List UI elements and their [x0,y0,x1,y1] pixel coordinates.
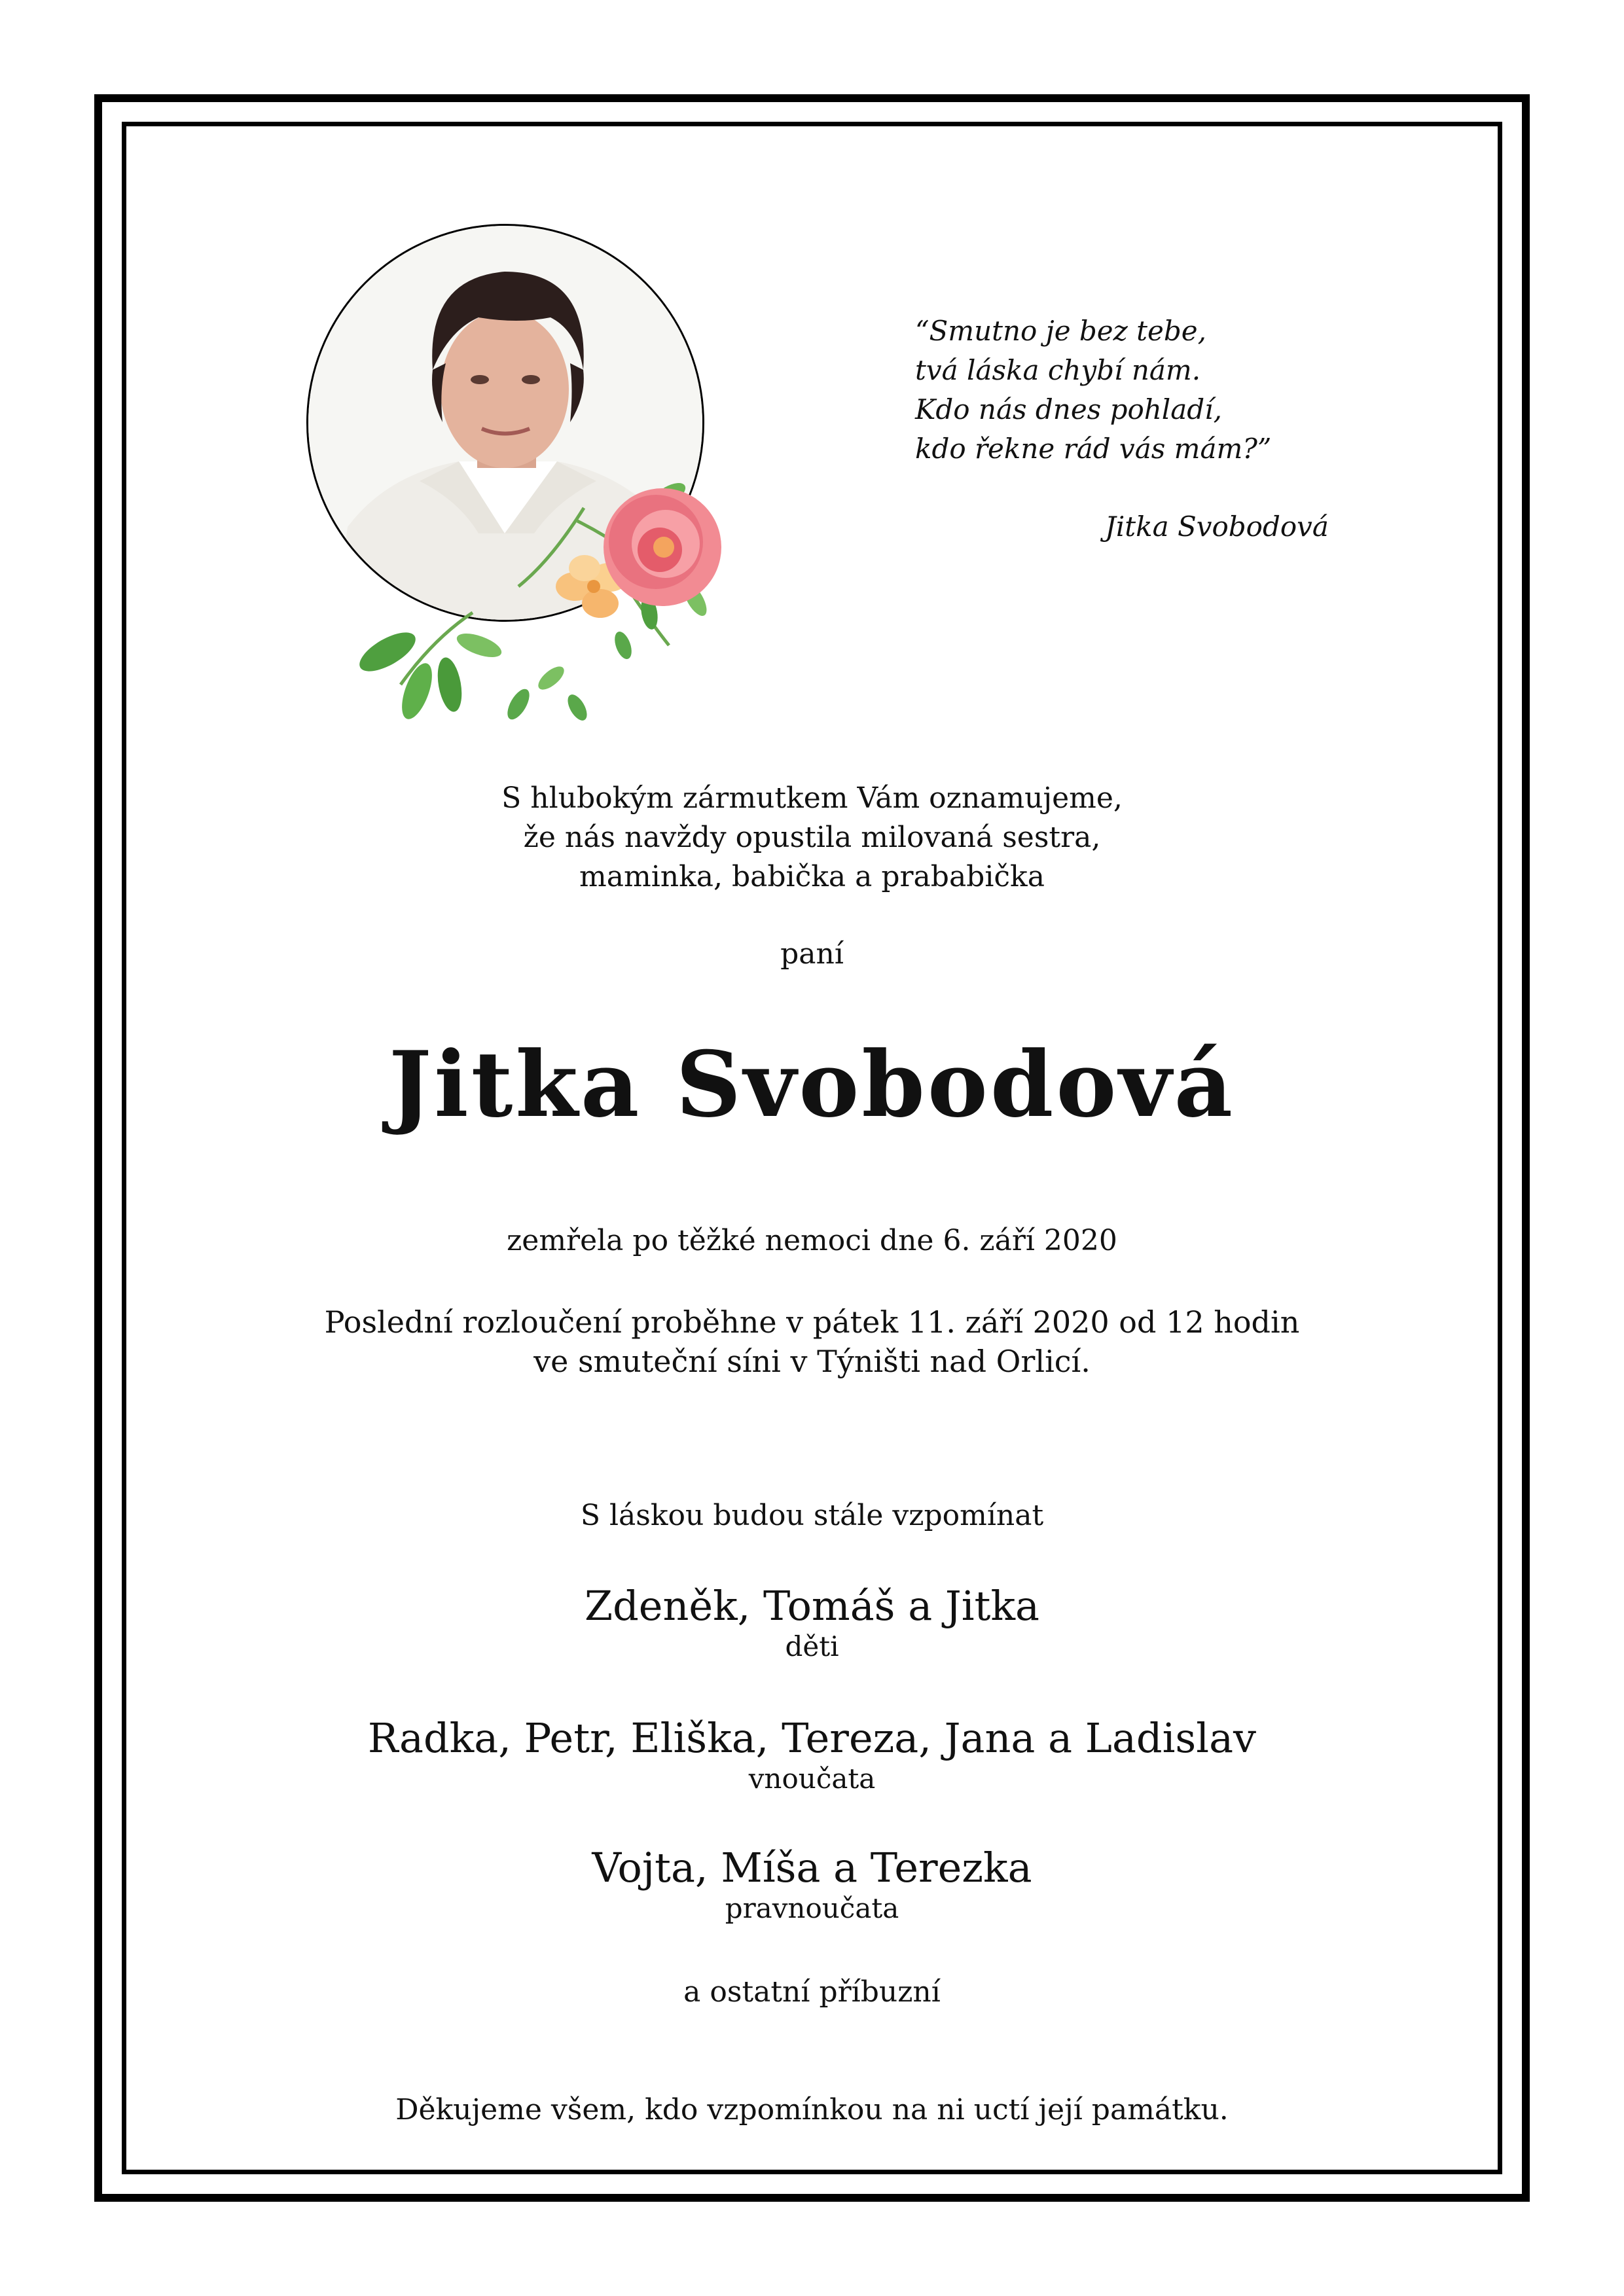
announcement-line: maminka, babička a prababička [579,860,1045,893]
mourner-group [131,1715,1493,1796]
announcement [131,779,1493,897]
mourner-names: Vojta, Míša a Terezka [592,1844,1032,1892]
quote-line: tvá láska chybí nám. [915,354,1201,386]
funeral-line: Poslední rozloučení proběhne v pátek 11. září 2020 od 12 hodin [324,1304,1300,1340]
mourner-relation: děti [785,1630,839,1662]
quote-verse [915,312,1334,469]
mourner-group [131,1844,1493,1926]
deceased-name: Jitka Svobodová [388,1031,1236,1138]
mourner-group [131,1583,1493,1664]
remembrance-intro: S láskou budou stále vzpomínat [580,1499,1044,1532]
thanks-note: Děkujeme všem, kdo vzpomínkou na ni uctí její památku. [395,2093,1229,2126]
flower-bouquet-icon [302,220,813,737]
funeral-line: ve smuteční síni v Týništi nad Orlicí. [533,1344,1091,1379]
announcement-line: že nás navždy opustila milovaná sestra, [523,821,1101,854]
quote-line: kdo řekne rád vás mám?” [915,433,1272,465]
salutation: paní [780,937,844,971]
quote-author: Jitka Svobodová [1105,511,1329,543]
mourner-names: Zdeněk, Tomáš a Jitka [584,1582,1040,1630]
other-relatives: a ostatní příbuzní [683,1975,941,2009]
quote-line: “Smutno je bez tebe, [915,315,1206,347]
mourner-relation: vnoučata [748,1763,876,1795]
portrait-area [302,220,813,737]
mourner-relation: pravnoučata [725,1892,899,1924]
quote-line: Kdo nás dnes pohladí, [915,393,1222,425]
funeral-info [131,1302,1493,1381]
mourner-names: Radka, Petr, Eliška, Tereza, Jana a Ladislav [367,1714,1257,1762]
death-notice: zemřela po těžké nemoci dne 6. září 2020 [507,1224,1117,1257]
announcement-line: S hlubokým zármutkem Vám oznamujeme, [501,781,1123,815]
